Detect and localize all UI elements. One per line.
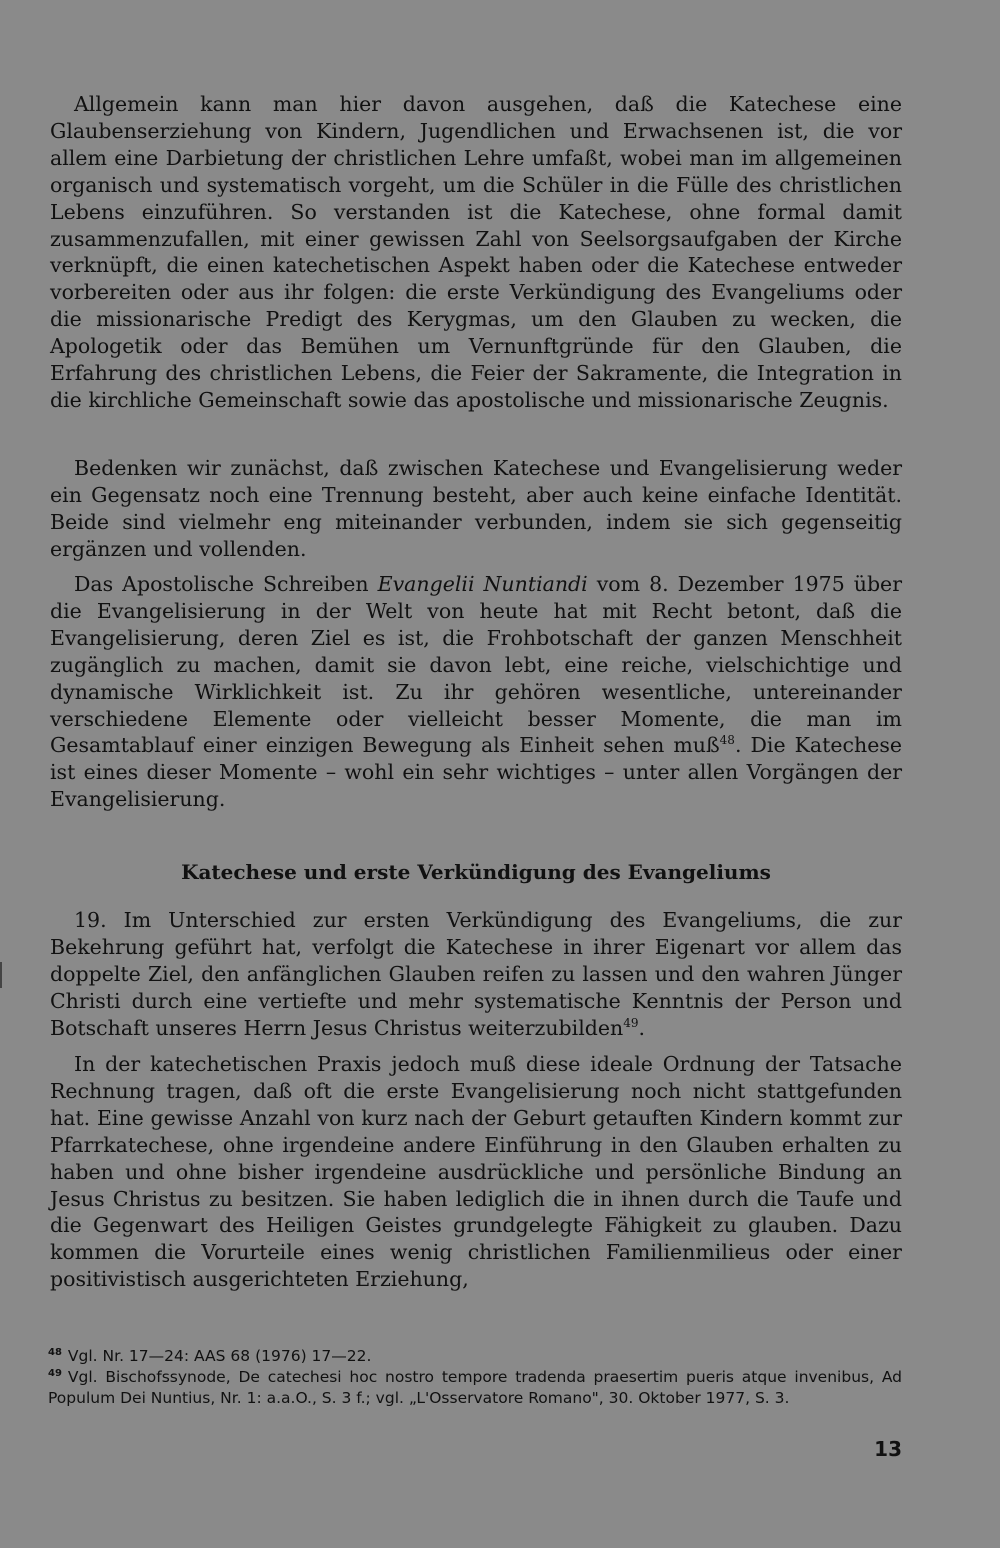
page-number: 13: [874, 1437, 902, 1461]
paragraph-katechese-definition: Allgemein kann man hier davon ausgehen, daß die Katechese eine Glaubenserziehung von Kindern, Jugendlichen und Erwachsenen ist, die vor allem eine Darbietung der christlichen Lehre umfaßt, wobei man im allgemeinen organisch und systematisch vorgeht, um die Schüler in die Fülle des christlichen Lebens einzuführen. So verstanden ist die Katechese, ohne formal damit zusammenzufallen, mit einer gewissen Zahl von Seelsorgsaufgaben der Kirche verknüpft, die einen katechetischen Aspekt haben oder die Katechese entweder vorbereiten oder aus ihr folgen: die erste Verkündigung des Evangeliums oder die missionarische Predigt des Kerygmas, um den Glauben zu wecken, die Apologetik oder das Bemühen um Vernunftgründe für den Glauben, die Erfahrung des christlichen Lebens, die Feier der Sakramente, die Integration in die kirchliche Gemeinschaft sowie das apostolische und missionarische Zeugnis.: [50, 92, 902, 412]
footnote: [48, 1346, 902, 1367]
footnote-reference: 48: [719, 733, 735, 748]
text-block-5: [50, 907, 902, 1042]
paragraph-katechetische-praxis: In der katechetischen Praxis jedoch muß diese ideale Ordnung der Tatsache Rechnung tragen, daß oft die erste Evangelisierung noch nicht stattgefunden hat. Eine gewisse Anzahl von kurz nach der Geburt getauften Kindern kommt zur Pfarrkatechese, ohne irgendeine andere Einführung in den Glauben erhalten zu haben und ohne bisher irgendeine ausdrückliche und persönliche Bindung an Jesus Christus zu besitzen. Sie haben lediglich die in ihnen durch die Taufe und die Gegenwart des Heiligen Geistes grundgelegte Fähigkeit zu glauben. Dazu kommen die Vorurteile eines wenig christlichen Familienmilieus oder einer positivistisch ausgerichteten Erziehung,: [50, 1052, 902, 1292]
footnote-mark: 49: [48, 1367, 62, 1379]
footnote-text: Vgl. Nr. 17—24: AAS 68 (1976) 17—22.: [67, 1347, 372, 1365]
paragraph-text: . Die Katechese ist eines dieser Momente – wohl ein sehr wichtiges – unter allen Vorgängen der Evangelisierung.: [50, 733, 902, 812]
paragraph-evangelii-nuntiandi: [50, 571, 902, 813]
paragraph-text: vom 8. Dezember 1975 über die Evangelisierung in der Welt von heute hat mit Recht betont, daß die Evangelisierung, deren Ziel es ist, die Frohbotschaft der ganzen Menschheit zugänglich zu machen, damit sie davon lebt, eine reiche, vielschichtige und dynamische Wirklichkeit ist. Zu ihr gehören wesentliche, untereinander verschiedene Elemente oder vielleicht besser Momente, die man im Gesamtablauf einer einzigen Bewegung als Einheit sehen muß: [50, 572, 902, 758]
footnote-mark: 48: [48, 1346, 62, 1358]
document-title-italic: Evangelii Nuntiandi: [377, 572, 588, 596]
paragraph-text: .: [638, 1015, 646, 1040]
text-block-6: [50, 1051, 902, 1293]
text-block-1: [50, 91, 902, 414]
footnote-text: Vgl. Bischofssynode, De catechesi hoc nostro tempore tradenda praesertim pueris atque invenibus, Ad Populum Dei Nuntius, Nr. 1: a.a.O., S. 3 f.; vgl. „L'Osservatore Romano", 30. Oktober 1977, S. 3.: [48, 1368, 902, 1407]
footnote: [48, 1367, 902, 1409]
margin-mark: [0, 962, 2, 988]
text-block-3: [50, 571, 902, 813]
section-heading: Katechese und erste Verkündigung des Evangeliums: [181, 860, 771, 884]
paragraph-text: 19. Im Unterschied zur ersten Verkündigung des Evangeliums, die zur Bekehrung geführt hat, verfolgt die Katechese in ihrer Eigenart vor allem das doppelte Ziel, den anfänglichen Glauben reifen zu lassen und den wahren Jünger Christi durch eine vertiefte und mehr systematische Kenntnis der Person und Botschaft unseres Herrn Jesus Christus weiterzubilden: [50, 908, 902, 1040]
paragraph-katechese-evangelisierung: Bedenken wir zunächst, daß zwischen Katechese und Evangelisierung weder ein Gegensatz noch eine Trennung besteht, aber auch keine einfache Identität. Beide sind vielmehr eng miteinander verbunden, indem sie sich gegenseitig ergänzen und vollenden.: [50, 456, 902, 561]
paragraph-text: Das Apostolische Schreiben: [74, 572, 378, 596]
text-block-2: [50, 455, 902, 563]
footnotes: [48, 1346, 902, 1409]
paragraph-section-19: [50, 907, 902, 1042]
footnote-reference: 49: [623, 1015, 639, 1030]
